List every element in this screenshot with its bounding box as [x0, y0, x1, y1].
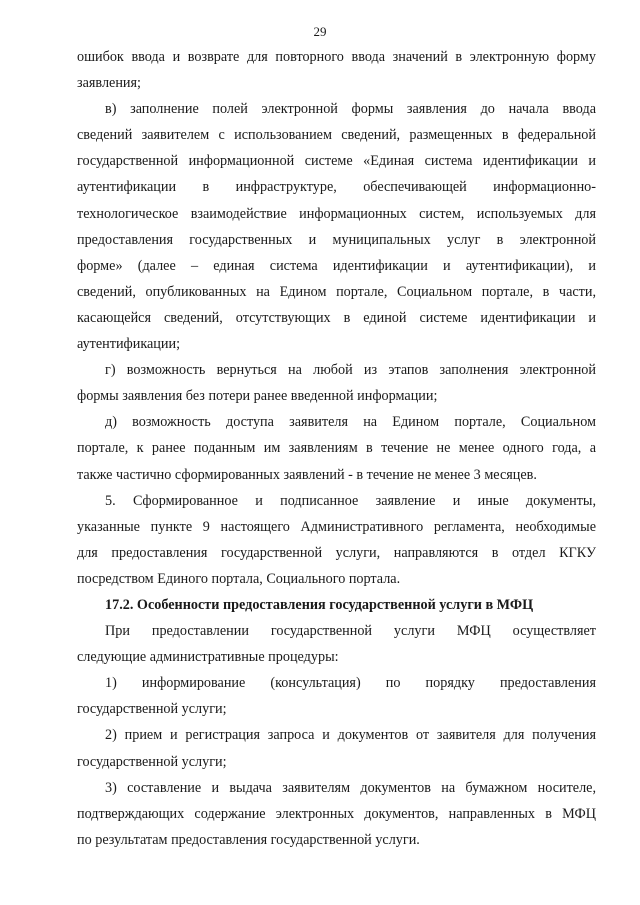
paragraph	[77, 409, 596, 487]
paragraph	[77, 670, 596, 722]
text-line: государственной услуги;	[77, 701, 227, 718]
text-line: предоставления государственных и муниципальных услуг в электронной	[77, 231, 596, 248]
text-line: При предоставлении государственной услуги МФЦ осуществляет	[105, 623, 596, 640]
text-line: по результатам предоставления государственной услуги.	[77, 831, 420, 848]
text-line: для предоставления государственной услуги, направляются в отдел КГКУ	[77, 544, 596, 561]
text-line: касающейся сведений, отсутствующих в единой системе идентификации и	[77, 309, 596, 326]
text-line: аутентификации;	[77, 336, 181, 353]
paragraph	[77, 357, 596, 409]
paragraph	[77, 44, 596, 96]
text-line: 2) прием и регистрация запроса и документов от заявителя для получения	[105, 727, 596, 744]
text-line: посредством Единого портала, Социального портала.	[77, 570, 401, 587]
text-line: также частично сформированных заявлений - в течение не менее 3 месяцев.	[77, 466, 537, 483]
text-line: формы заявления без потери ранее введенной информации;	[77, 388, 438, 405]
text-line: в) заполнение полей электронной формы заявления до начала ввода	[105, 101, 596, 118]
text-line: следующие административные процедуры:	[77, 649, 339, 666]
paragraph	[77, 96, 596, 357]
text-line: 5. Сформированное и подписанное заявление и иные документы,	[105, 492, 596, 509]
text-line: сведений, опубликованных на Едином портале, Социальном портале, в части,	[77, 283, 596, 300]
text-line: г) возможность вернуться на любой из этапов заполнения электронной	[105, 362, 596, 379]
text-line: сведений заявителем с использованием сведений, размещенных в федеральной	[77, 127, 596, 144]
text-line: форме» (далее – единая система идентификации и аутентификации), и	[77, 257, 596, 274]
text-line: государственной услуги;	[77, 753, 227, 770]
text-line: заявления;	[77, 75, 141, 92]
text-line: государственной информационной системе «Единая система идентификации и	[77, 153, 596, 170]
document-body	[77, 44, 596, 853]
page-number: 29	[313, 24, 327, 39]
text-line: портале, к ранее поданным им заявлениям в течение не менее одного года, а	[77, 440, 596, 457]
paragraph	[77, 722, 596, 774]
section-heading: 17.2. Особенности предоставления государственной услуги в МФЦ	[105, 596, 534, 613]
text-line: д) возможность доступа заявителя на Едином портале, Социальном	[105, 414, 596, 431]
text-line: аутентификации в инфраструктуре, обеспечивающей информационно-	[77, 179, 596, 196]
text-line: указанные пункте 9 настоящего Административного регламента, необходимые	[77, 518, 596, 535]
text-line: технологическое взаимодействие информационных систем, используемых для	[77, 205, 596, 222]
text-line: подтверждающих содержание электронных документов, направленных в МФЦ	[77, 805, 596, 822]
paragraph	[77, 775, 596, 853]
text-line: ошибок ввода и возврате для повторного ввода значений в электронную форму	[77, 49, 596, 65]
text-line: 1) информирование (консультация) по порядку предоставления	[105, 675, 596, 692]
paragraph	[77, 618, 596, 670]
text-line: 3) составление и выдача заявителям документов на бумажном носителе,	[105, 779, 596, 796]
paragraph	[77, 488, 596, 592]
